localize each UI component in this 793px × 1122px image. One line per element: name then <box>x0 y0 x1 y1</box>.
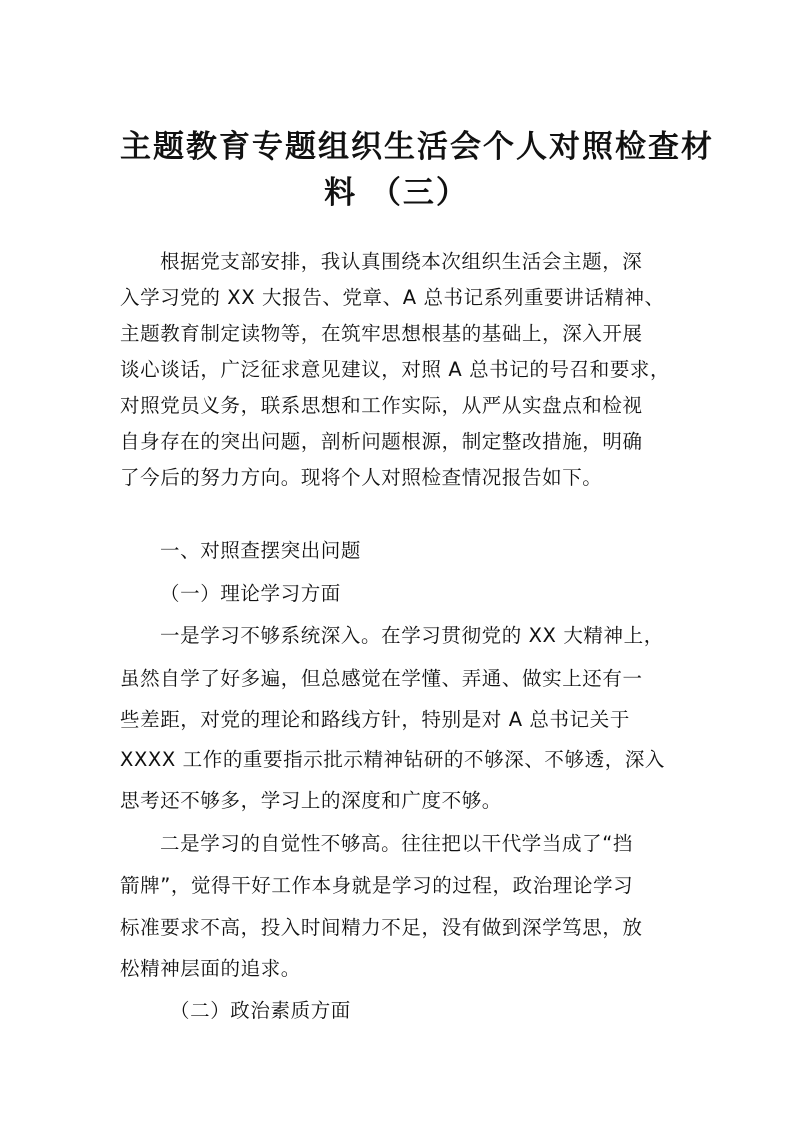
point2-line-4: 松精神层面的追求。 <box>120 957 301 980</box>
point1-line-3: 些差距，对党的理论和路线方针，特别是对 A 总书记关于 <box>120 708 630 731</box>
section-heading-1: 一、对照查摆突出问题 <box>160 539 362 562</box>
point1-line-4: XXXX 工作的重要指示批示精神钻研的不够深、不够透，深入 <box>120 748 666 771</box>
point2-line-1: 二是学习的自觉性不够高。往往把以干代学当成了“挡 <box>160 832 634 855</box>
document-title-line-1: 主题教育专题组织生活会个人对照检查材 <box>120 129 714 165</box>
point2-line-2: 箭牌”，觉得干好工作本身就是学习的过程，政治理论学习 <box>120 874 634 897</box>
point1-line-5: 思考还不够多，学习上的深度和广度不够。 <box>120 789 502 812</box>
intro-line-2: 入学习党的 XX 大报告、党章、A 总书记系列重要讲话精神、 <box>120 286 665 309</box>
subsection-heading-1: （一）理论学习方面 <box>160 582 341 605</box>
intro-line-4: 谈心谈话，广泛征求意见建议，对照 A 总书记的号召和要求， <box>120 358 671 381</box>
point1-line-2: 虽然自学了好多遍，但总感觉在学懂、弄通、做实上还有一 <box>120 667 643 690</box>
subsection-heading-2: （二）政治素质方面 <box>170 999 351 1022</box>
document-title-line-2: 料 （三） <box>324 175 469 211</box>
intro-line-1: 根据党支部安排，我认真围绕本次组织生活会主题，深 <box>160 250 643 273</box>
intro-line-6: 自身存在的突出问题，剖析问题根源，制定整改措施，明确 <box>120 430 643 453</box>
point1-line-1: 一是学习不够系统深入。在学习贯彻党的 XX 大精神上， <box>160 624 664 647</box>
intro-line-3: 主题教育制定读物等，在筑牢思想根基的基础上，深入开展 <box>120 322 643 345</box>
intro-line-5: 对照党员义务，联系思想和工作实际，从严从实盘点和检视 <box>120 394 643 417</box>
intro-line-7: 了今后的努力方向。现将个人对照检查情况报告如下。 <box>120 466 603 489</box>
point2-line-3: 标准要求不高，投入时间精力不足，没有做到深学笃思，放 <box>120 916 643 939</box>
